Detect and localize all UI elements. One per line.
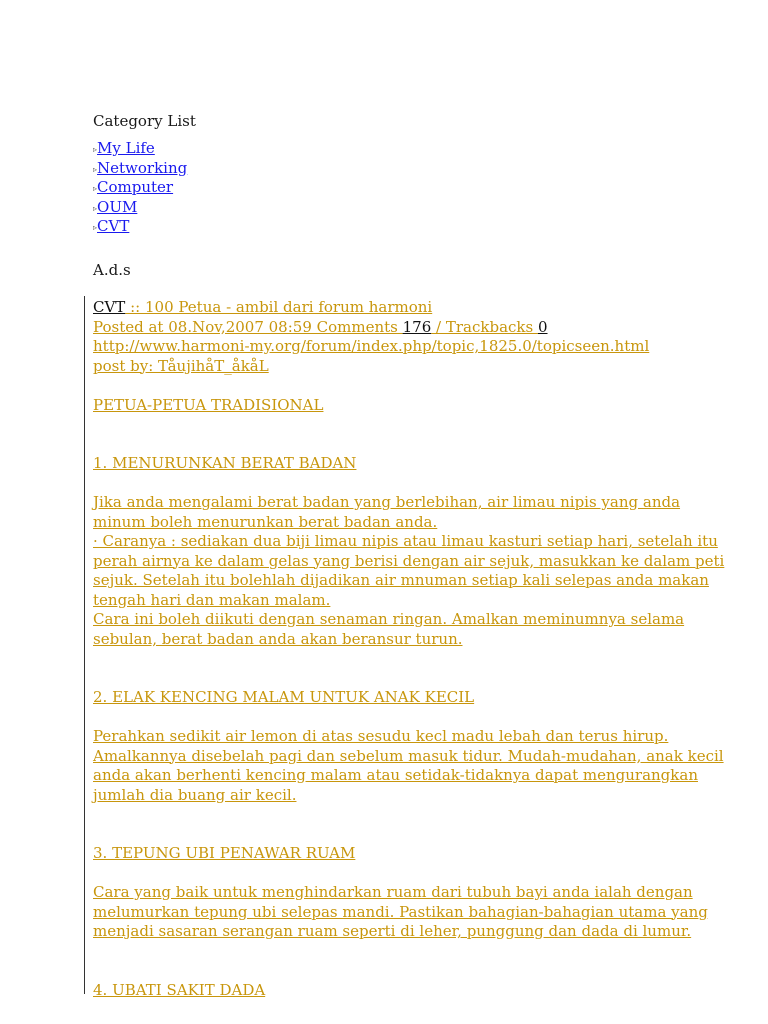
paragraph-line [93,883,733,903]
paragraph-text: · Caranya : sediakan dua biji limau nipis atau limau kasturi setiap hari, setelah itu [93,532,718,550]
paragraph-line [93,747,733,767]
paragraph-line [93,922,733,942]
post-meta [93,318,733,338]
paragraph-text: jumlah dia buang air kecil. [93,785,297,804]
category-link-networking[interactable]: Networking [97,158,188,177]
paragraph-text: Cara yang baik untuk menghindarkan ruam dari tubuh bayi anda ialah dengan [93,883,693,901]
source-url-link[interactable]: http://www.harmoni-my.org/forum/index.php/topic,1825.0/topicseen.html [93,337,650,355]
paragraph-line [93,493,733,513]
triangle-bullet-icon: ▹ [93,145,98,154]
section-title: 4. UBATI SAKIT DADA [93,980,266,999]
paragraph-text: anda akan berhenti kencing malam atau setidak-tidaknya dapat mengurangkan [93,766,698,784]
paragraph-line [93,571,733,591]
section-title: 2. ELAK KENCING MALAM UNTUK ANAK KECIL [93,688,475,706]
article-heading: PETUA-PETUA TRADISIONAL [93,395,324,414]
post-source-line [93,337,733,357]
article-heading-line [93,396,733,416]
paragraph-text: Cara ini boleh diikuti dengan senaman ringan. Amalkan meminumnya selama [93,610,685,628]
category-list-title: Category List [93,112,196,130]
blog-post [93,298,733,1000]
paragraph-text: sejuk. Setelah itu bolehlah dijadikan air mnuman setiap kali selepas anda makan [93,571,709,589]
section-title-line [93,844,733,864]
post-category-link[interactable]: CVT [93,298,126,316]
comments-count-link[interactable]: 176 [402,317,432,336]
paragraph-text: tengah hari dan makan malam. [93,590,331,609]
category-item [93,159,187,179]
category-item [93,217,187,237]
paragraph-line [93,630,733,650]
triangle-bullet-icon: ▹ [93,223,98,232]
triangle-bullet-icon: ▹ [93,164,98,174]
section-title-line [93,454,733,474]
section-title: 3. TEPUNG UBI PENAWAR RUAM [93,844,356,862]
posted-at: Posted at 08.Nov,2007 08:59 Comments [93,317,403,336]
section-title-line [93,688,733,708]
section-title-line [93,981,733,1001]
paragraph-text: minum boleh menurunkan berat badan anda. [93,512,438,531]
category-link-cvt[interactable]: CVT [97,217,130,235]
ads-label: A.d.s [93,261,131,279]
paragraph-text: Amalkannya disebelah pagi dan sebelum masuk tidur. Mudah-mudahan, anak kecil [93,746,724,765]
trackbacks-label: / Trackbacks [431,317,538,336]
category-link-oum[interactable]: OUM [97,197,138,216]
triangle-bullet-icon: ▹ [93,184,98,193]
paragraph-line [93,552,733,572]
title-separator: :: [125,298,145,316]
paragraph-line [93,610,733,630]
post-title-line [93,298,733,318]
category-item [93,178,187,198]
post-title-link[interactable]: 100 Petua - ambil dari forum harmoni [144,298,433,316]
paragraph-line [93,903,733,923]
paragraph-text: melumurkan tepung ubi selepas mandi. Pastikan bahagian-bahagian utama yang [93,902,708,921]
category-item [93,198,187,218]
paragraph-line [93,591,733,611]
post-author: post by: TåujihåT_åkåL [93,356,269,375]
category-list [93,139,187,237]
paragraph-line [93,786,733,806]
post-author-line [93,357,733,377]
paragraph-text: Perahkan sedikit air lemon di atas sesudu kecl madu lebah dan terus hirup. [93,727,669,745]
paragraph-line [93,766,733,786]
section-title: 1. MENURUNKAN BERAT BADAN [93,454,357,472]
category-link-computer[interactable]: Computer [97,178,174,196]
category-link-my-life[interactable]: My Life [97,139,155,157]
trackbacks-count-link[interactable]: 0 [537,317,548,336]
paragraph-text: sebulan, berat badan anda akan beransur turun. [93,629,463,648]
paragraph-line [93,532,733,552]
category-item [93,139,187,159]
paragraph-text: menjadi sasaran serangan ruam seperti di leher, punggung dan dada di lumur. [93,922,692,940]
paragraph-line [93,727,733,747]
paragraph-text: Jika anda mengalami berat badan yang berlebihan, air limau nipis yang anda [93,493,681,511]
paragraph-text: perah airnya ke dalam gelas yang berisi dengan air sejuk, masukkan ke dalam peti [93,551,725,570]
paragraph-line [93,513,733,533]
triangle-bullet-icon: ▹ [93,203,98,213]
left-rule [84,296,85,994]
